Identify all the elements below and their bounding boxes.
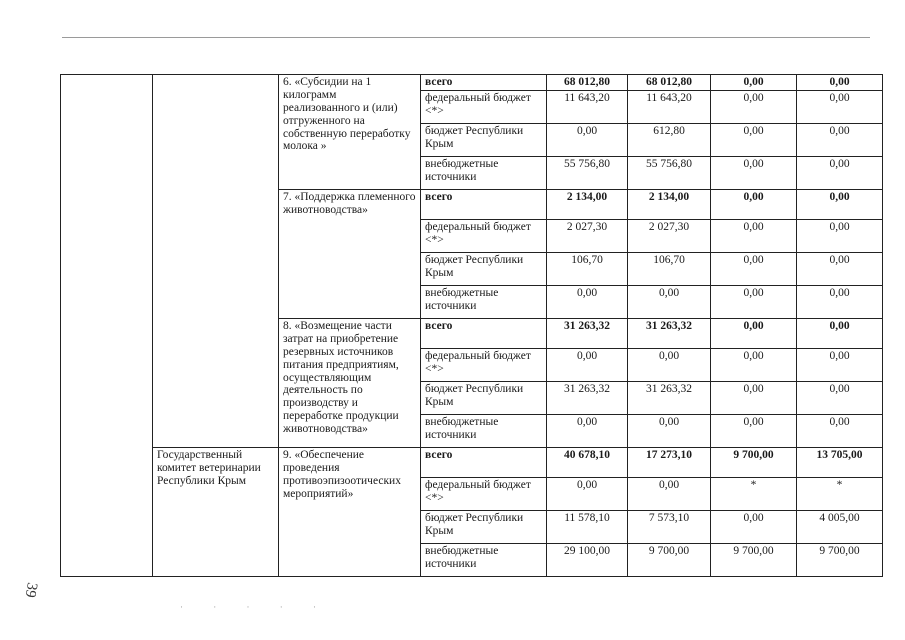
value-cell: 55 756,80: [628, 157, 711, 190]
value-cell: 31 263,32: [547, 382, 628, 415]
value-cell: 0,00: [711, 511, 797, 544]
value-cell: 0,00: [797, 415, 883, 448]
top-rule: [62, 37, 870, 38]
source-label: федеральный бюджет <*>: [421, 478, 547, 511]
value-cell: 9 700,00: [711, 544, 797, 577]
value-cell: 9 700,00: [711, 448, 797, 478]
measure-name: 7. «Поддержка племенного животноводства»: [279, 190, 421, 319]
source-label: федеральный бюджет <*>: [421, 91, 547, 124]
value-cell: 0,00: [797, 382, 883, 415]
value-cell: *: [711, 478, 797, 511]
value-cell: *: [797, 478, 883, 511]
value-cell: 9 700,00: [628, 544, 711, 577]
value-cell: 0,00: [797, 124, 883, 157]
source-label: федеральный бюджет <*>: [421, 349, 547, 382]
value-cell: 0,00: [711, 220, 797, 253]
value-cell: 0,00: [711, 75, 797, 91]
source-label: бюджет Республики Крым: [421, 253, 547, 286]
value-cell: 0,00: [711, 253, 797, 286]
value-cell: 0,00: [797, 319, 883, 349]
source-label: всего: [421, 190, 547, 220]
value-cell: 0,00: [711, 415, 797, 448]
value-cell: 2 027,30: [628, 220, 711, 253]
value-cell: 0,00: [547, 349, 628, 382]
value-cell: 0,00: [711, 349, 797, 382]
value-cell: 0,00: [547, 478, 628, 511]
table-row: [61, 448, 883, 478]
value-cell: 55 756,80: [547, 157, 628, 190]
value-cell: 11 578,10: [547, 511, 628, 544]
value-cell: 0,00: [628, 415, 711, 448]
blank-cell-col1: [61, 75, 153, 577]
value-cell: 0,00: [797, 157, 883, 190]
value-cell: 2 134,00: [628, 190, 711, 220]
value-cell: 40 678,10: [547, 448, 628, 478]
value-cell: 2 134,00: [547, 190, 628, 220]
measure-name: 8. «Возмещение части затрат на приобретение резервных источников питания предприятиям, осуществляющим деятельность по производству и переработке продукции животноводства»: [279, 319, 421, 448]
source-label: всего: [421, 448, 547, 478]
value-cell: 68 012,80: [547, 75, 628, 91]
value-cell: 0,00: [711, 157, 797, 190]
value-cell: 0,00: [797, 349, 883, 382]
source-label: внебюджетные источники: [421, 157, 547, 190]
value-cell: 0,00: [547, 286, 628, 319]
source-label: внебюджетные источники: [421, 544, 547, 577]
value-cell: 29 100,00: [547, 544, 628, 577]
value-cell: 11 643,20: [628, 91, 711, 124]
value-cell: 13 705,00: [797, 448, 883, 478]
value-cell: 0,00: [797, 220, 883, 253]
value-cell: 0,00: [547, 415, 628, 448]
source-label: федеральный бюджет <*>: [421, 220, 547, 253]
value-cell: 31 263,32: [547, 319, 628, 349]
source-label: внебюджетные источники: [421, 286, 547, 319]
source-label: бюджет Республики Крым: [421, 382, 547, 415]
value-cell: 612,80: [628, 124, 711, 157]
value-cell: 0,00: [797, 253, 883, 286]
value-cell: 0,00: [711, 91, 797, 124]
value-cell: 17 273,10: [628, 448, 711, 478]
value-cell: 0,00: [628, 286, 711, 319]
page-number: 39: [21, 581, 40, 599]
scan-specks: · · · · ·: [180, 602, 330, 612]
budget-table: [60, 74, 883, 577]
value-cell: 0,00: [797, 190, 883, 220]
value-cell: 0,00: [711, 382, 797, 415]
value-cell: 11 643,20: [547, 91, 628, 124]
source-label: бюджет Республики Крым: [421, 124, 547, 157]
value-cell: 0,00: [547, 124, 628, 157]
value-cell: 0,00: [628, 349, 711, 382]
blank-cell-col2: [153, 75, 279, 448]
measure-name: 9. «Обеспечение проведения противоэпизоотических мероприятий»: [279, 448, 421, 577]
value-cell: 106,70: [628, 253, 711, 286]
source-label: бюджет Республики Крым: [421, 511, 547, 544]
value-cell: 7 573,10: [628, 511, 711, 544]
value-cell: 2 027,30: [547, 220, 628, 253]
value-cell: 0,00: [797, 286, 883, 319]
table-row: [61, 75, 883, 91]
value-cell: 0,00: [797, 75, 883, 91]
source-label: всего: [421, 75, 547, 91]
value-cell: 0,00: [711, 190, 797, 220]
value-cell: 0,00: [711, 286, 797, 319]
value-cell: 4 005,00: [797, 511, 883, 544]
value-cell: 0,00: [711, 319, 797, 349]
value-cell: 68 012,80: [628, 75, 711, 91]
executor-name: Государственный комитет ветеринарии Республики Крым: [153, 448, 279, 577]
source-label: всего: [421, 319, 547, 349]
value-cell: 31 263,32: [628, 382, 711, 415]
value-cell: 0,00: [628, 478, 711, 511]
value-cell: 31 263,32: [628, 319, 711, 349]
value-cell: 9 700,00: [797, 544, 883, 577]
value-cell: 0,00: [797, 91, 883, 124]
value-cell: 106,70: [547, 253, 628, 286]
value-cell: 0,00: [711, 124, 797, 157]
measure-name: 6. «Субсидии на 1 килограмм реализованного и (или) отгруженного на собственную переработку молока »: [279, 75, 421, 190]
source-label: внебюджетные источники: [421, 415, 547, 448]
